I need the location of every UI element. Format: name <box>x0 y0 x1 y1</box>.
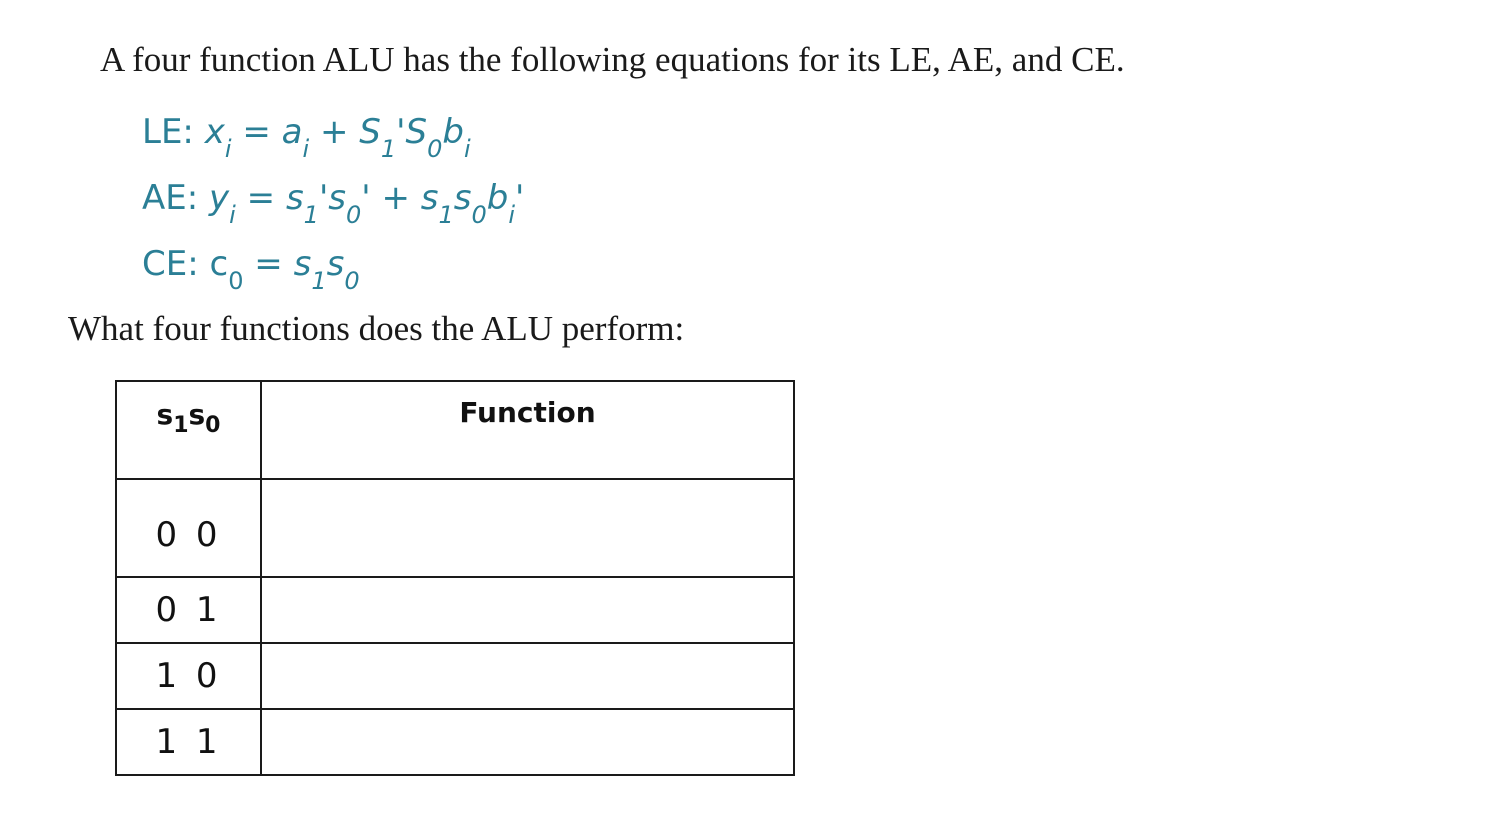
function-cell <box>261 577 794 643</box>
function-header: Function <box>261 381 794 479</box>
select-cell: 1 0 <box>116 643 261 709</box>
select-cell: 0 1 <box>116 577 261 643</box>
select-cell: 1 1 <box>116 709 261 775</box>
le-equation: LE: $x_i = a_i + S_1'S_0b_i$ <box>142 112 471 163</box>
function-cell <box>261 643 794 709</box>
select-cell: 0 0 <box>116 479 261 577</box>
question-text: What four functions does the ALU perform: <box>68 309 685 348</box>
function-cell <box>261 709 794 775</box>
table-row <box>116 479 794 577</box>
select-header: $s_1s_0$ <box>116 381 261 479</box>
function-table-container <box>115 380 795 762</box>
ce-equation: CE: $c_0 = s_1s_0$ <box>142 244 360 295</box>
table-row <box>116 643 794 709</box>
table-row <box>116 709 794 775</box>
function-table <box>115 380 795 776</box>
function-cell <box>261 479 794 577</box>
ae-equation: AE: $y_i = s_1's_0' + s_1s_0b_i'$ <box>142 178 525 229</box>
table-row <box>116 577 794 643</box>
intro-text: A four function ALU has the following equations for its LE, AE, and CE. <box>100 40 1125 79</box>
table-header-row <box>116 381 794 479</box>
